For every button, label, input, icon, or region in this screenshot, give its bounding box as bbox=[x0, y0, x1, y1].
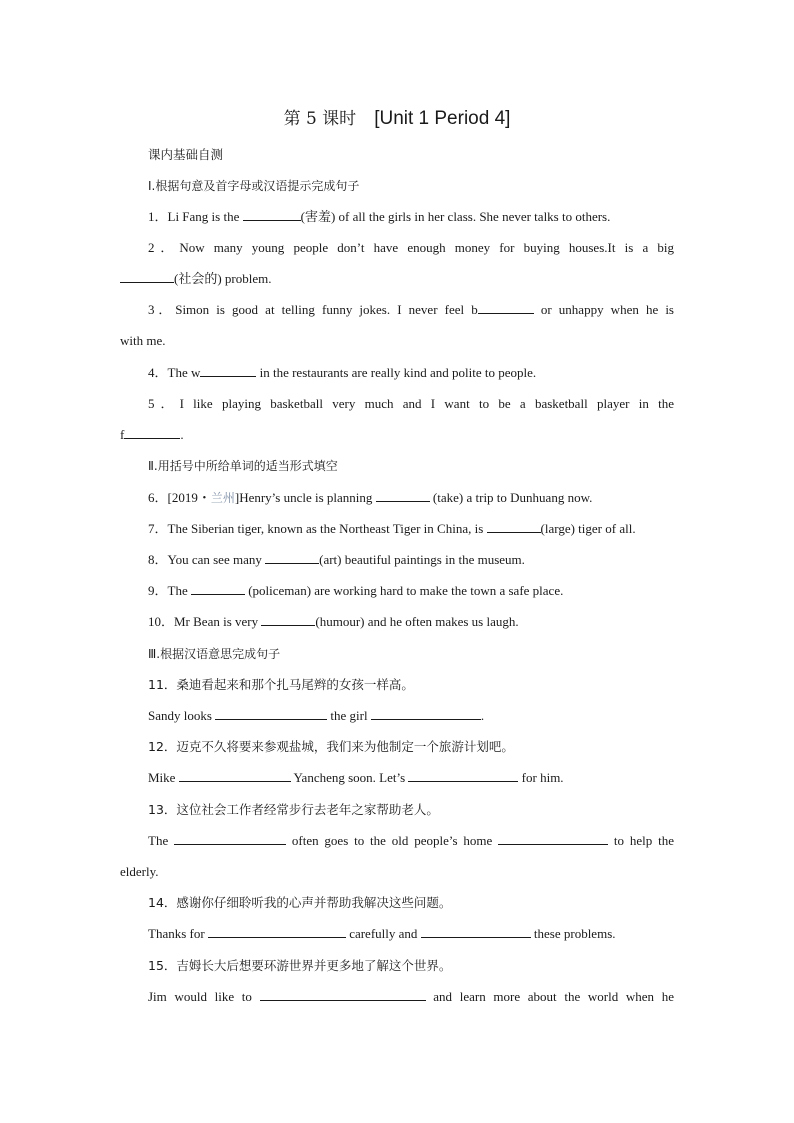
question-2: 2．Now many young people don’t have enough money for buying houses.It is a big bbox=[148, 240, 674, 255]
answer-blank[interactable] bbox=[376, 489, 430, 502]
answer-blank[interactable] bbox=[179, 769, 291, 782]
question-14: Thanks for carefully and these problems. bbox=[148, 926, 616, 941]
answer-blank[interactable] bbox=[208, 925, 346, 938]
question-8: 8．You can see many (art) beautiful paintings in the museum. bbox=[148, 552, 525, 567]
question-1: 1．Li Fang is the (害羞) of all the girls in her class. She never talks to others. bbox=[148, 209, 611, 224]
question-11: Sandy looks the girl . bbox=[148, 708, 485, 723]
answer-blank[interactable] bbox=[371, 707, 481, 720]
answer-blank[interactable] bbox=[478, 301, 534, 314]
answer-blank[interactable] bbox=[243, 208, 301, 221]
section-1-title: Ⅰ.根据句意及首字母或汉语提示完成句子 bbox=[148, 179, 360, 193]
answer-blank[interactable] bbox=[215, 707, 327, 720]
section-3-title: Ⅲ.根据汉语意思完成句子 bbox=[148, 647, 281, 661]
question-10: 10．Mr Bean is very (humour) and he often makes us laugh. bbox=[148, 614, 519, 629]
answer-blank[interactable] bbox=[191, 582, 245, 595]
question-12: Mike Yancheng soon. Let’s for him. bbox=[148, 770, 564, 785]
answer-blank[interactable] bbox=[498, 832, 608, 845]
question-6: 6．[2019・兰州]Henry’s uncle is planning (take) a trip to Dunhuang now. bbox=[148, 490, 593, 505]
answer-blank[interactable] bbox=[174, 832, 286, 845]
question-5: 5．I like playing basketball very much and I want to be a basketball player in the bbox=[148, 396, 674, 411]
answer-blank[interactable] bbox=[120, 270, 174, 283]
question-9: 9．The (policeman) are working hard to make the town a safe place. bbox=[148, 583, 564, 598]
question-4: 4．The w in the restaurants are really kind and polite to people. bbox=[148, 365, 537, 380]
section-2-title: Ⅱ.用括号中所给单词的适当形式填空 bbox=[148, 459, 338, 473]
question-3-cont: with me. bbox=[120, 333, 166, 348]
question-15: Jim would like to and learn more about the world when he bbox=[148, 989, 675, 1004]
answer-blank[interactable] bbox=[487, 520, 541, 533]
question-11-prompt: 11．桑迪看起来和那个扎马尾辫的女孩一样高。 bbox=[148, 677, 414, 692]
answer-blank[interactable] bbox=[260, 988, 426, 1001]
answer-blank[interactable] bbox=[261, 613, 315, 626]
question-2-cont: (社会的) problem. bbox=[120, 270, 674, 288]
unit-period: [Unit 1 Period 4] bbox=[374, 108, 511, 129]
question-13-cont: elderly. bbox=[120, 864, 159, 879]
question-13-prompt: 13．这位社会工作者经常步行去老年之家帮助老人。 bbox=[148, 802, 439, 817]
answer-blank[interactable] bbox=[408, 769, 518, 782]
question-14-prompt: 14．感谢你仔细聆听我的心声并帮助我解决这些问题。 bbox=[148, 895, 452, 910]
question-3: 3．Simon is good at telling funny jokes. I never feel b or unhappy when he is bbox=[148, 302, 674, 317]
question-15-prompt: 15．吉姆长大后想要环游世界并更多地了解这个世界。 bbox=[148, 958, 452, 973]
answer-blank[interactable] bbox=[421, 925, 531, 938]
answer-blank[interactable] bbox=[265, 551, 319, 564]
answer-blank[interactable] bbox=[124, 426, 180, 439]
answer-blank[interactable] bbox=[200, 364, 256, 377]
question-7: 7．The Siberian tiger, known as the Northeast Tiger in China, is (large) tiger of all. bbox=[148, 521, 636, 536]
question-5-cont: f . bbox=[120, 427, 184, 442]
question-13: The often goes to the old people’s home to help the bbox=[148, 833, 674, 848]
question-12-prompt: 12．迈克不久将要来参观盐城，我们来为他制定一个旅游计划吧。 bbox=[148, 739, 514, 754]
section-heading: 课内基础自测 bbox=[148, 147, 224, 162]
lesson-number: 第 5 课时 bbox=[283, 109, 357, 129]
source-tag: 兰州 bbox=[210, 491, 235, 505]
page-title bbox=[0, 104, 794, 130]
